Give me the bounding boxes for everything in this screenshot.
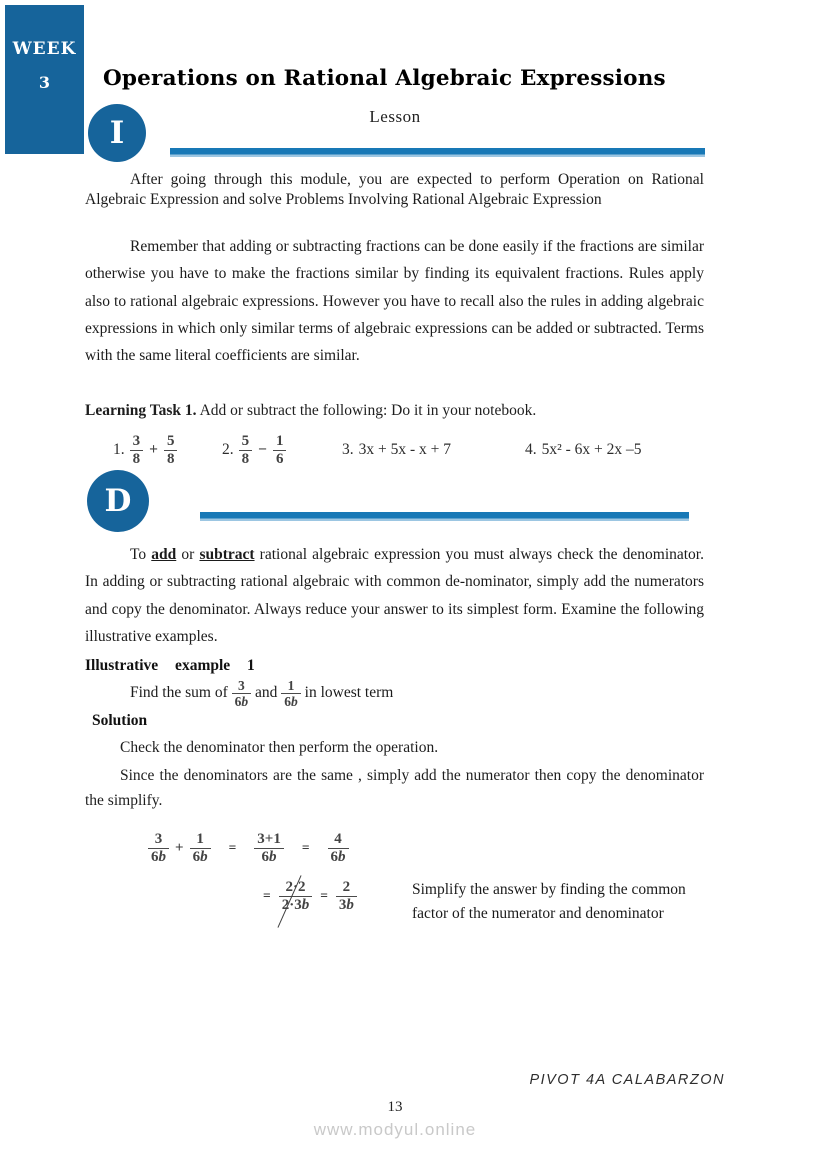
intro-paragraph-1: After going through this module, you are expected to perform Operation on Rational Algebraic Expression and solve Problems Involving Rational Algebraic Expression	[85, 171, 704, 209]
equals-sign: =	[320, 888, 328, 904]
page-title: Operations on Rational Algebraic Expressions	[103, 66, 666, 91]
solution-step-2: Since the denominators are the same , simply add the numerator then copy the denominator the simplify.	[85, 767, 704, 809]
task-item-3-number: 3.	[342, 441, 354, 458]
fraction: $\frac{5}{8}$	[164, 433, 178, 468]
math-work-row-1	[148, 831, 349, 866]
develop-mid: or	[176, 546, 200, 563]
task-item-4	[525, 424, 642, 476]
fraction: $\frac{1}{6b}$	[281, 678, 301, 709]
lesson-label: Lesson	[369, 107, 421, 126]
develop-lead: To	[130, 546, 152, 563]
task-item-4-number: 4.	[525, 441, 537, 458]
watermark-url: www.modyul.online	[313, 1120, 477, 1139]
illustrative-example-heading: Illustrative example 1	[85, 657, 255, 674]
learning-task-title: Learning Task 1.	[85, 402, 197, 419]
fraction: $\frac{3}{6b}$	[232, 678, 252, 709]
section-intro-rule	[170, 148, 705, 157]
cancelled-fraction: $\frac{2\cdot 2}{2\cdot 3b}$	[279, 879, 313, 914]
simplify-note: Simplify the answer by finding the common factor of the numerator and denominator	[412, 881, 686, 922]
plus-operator: +	[175, 839, 184, 856]
section-develop-rule	[200, 512, 689, 521]
section-intro-circle	[88, 104, 146, 162]
section-develop-circle	[87, 470, 149, 532]
develop-rest: rational algebraic expression you must always check the denominator. In adding or subtracting rational algebraic with common de-nominator, simply add the numerators and copy the denominator. Always reduce your answer to its simplest form. Examine the following illustrative examples.	[85, 546, 704, 645]
task-item-2-number: 2.	[222, 441, 234, 458]
week-label: WEEK	[12, 39, 77, 59]
learning-task-instruction: Add or subtract the following: Do it in your notebook.	[196, 402, 537, 419]
section-develop-letter: D	[104, 483, 132, 519]
find-post-text: in lowest term	[300, 684, 394, 702]
task-item-4-text: 5x² - 6x + 2x –5	[541, 441, 642, 458]
week-badge	[5, 5, 84, 154]
task-item-3	[342, 424, 451, 476]
fraction: $\frac{1}{6b}$	[190, 831, 211, 866]
fraction: $\frac{3}{6b}$	[148, 831, 169, 866]
solution-step-1: Check the denominator then perform the operation.	[120, 739, 439, 756]
fraction: $\frac{3}{8}$	[130, 433, 144, 468]
fraction: $\frac{3+1}{6b}$	[254, 831, 284, 866]
fraction: $\frac{1}{6}$	[273, 433, 287, 468]
task-item-1-number: 1.	[113, 441, 125, 458]
find-pre-text: Find the sum of	[130, 684, 232, 702]
task-item-3-text: 3x + 5x - x + 7	[358, 441, 452, 458]
operator: −	[258, 441, 267, 458]
pivot-brand: PIVOT 4A CALABARZON	[529, 1072, 725, 1088]
solution-label: Solution	[92, 712, 148, 729]
find-mid-text: and	[251, 684, 282, 702]
equals-sign: =	[301, 840, 310, 856]
equals-sign: =	[263, 888, 271, 904]
operator: +	[149, 441, 158, 458]
task-item-1	[113, 424, 177, 476]
page-number: 13	[387, 1099, 403, 1115]
develop-add-word: add	[151, 546, 177, 563]
equals-sign: =	[228, 840, 237, 856]
find-sum-line	[85, 678, 704, 709]
task-item-2	[222, 424, 286, 476]
intro-paragraph-2: Remember that adding or subtracting fractions can be done easily if the fractions are similar otherwise you have to make the fractions similar by finding its equivalent fractions. Rules apply also to rational algebraic expressions. However you have to recall also the rules in adding algebraic expressions in which only similar terms of algebraic expressions can be added or subtracted. Terms with the same literal coefficients are similar.	[85, 238, 704, 365]
math-work-row-2	[263, 879, 357, 914]
fraction: $\frac{2}{3b}$	[336, 879, 357, 914]
week-number: 3	[38, 73, 51, 92]
fraction: $\frac{5}{8}$	[239, 433, 253, 468]
develop-paragraph	[85, 541, 704, 650]
learning-task-heading	[85, 402, 704, 420]
section-intro-letter: I	[109, 115, 125, 151]
develop-subtract-word: subtract	[199, 546, 255, 563]
learning-task-items	[85, 424, 725, 476]
fraction: $\frac{4}{6b}$	[328, 831, 349, 866]
